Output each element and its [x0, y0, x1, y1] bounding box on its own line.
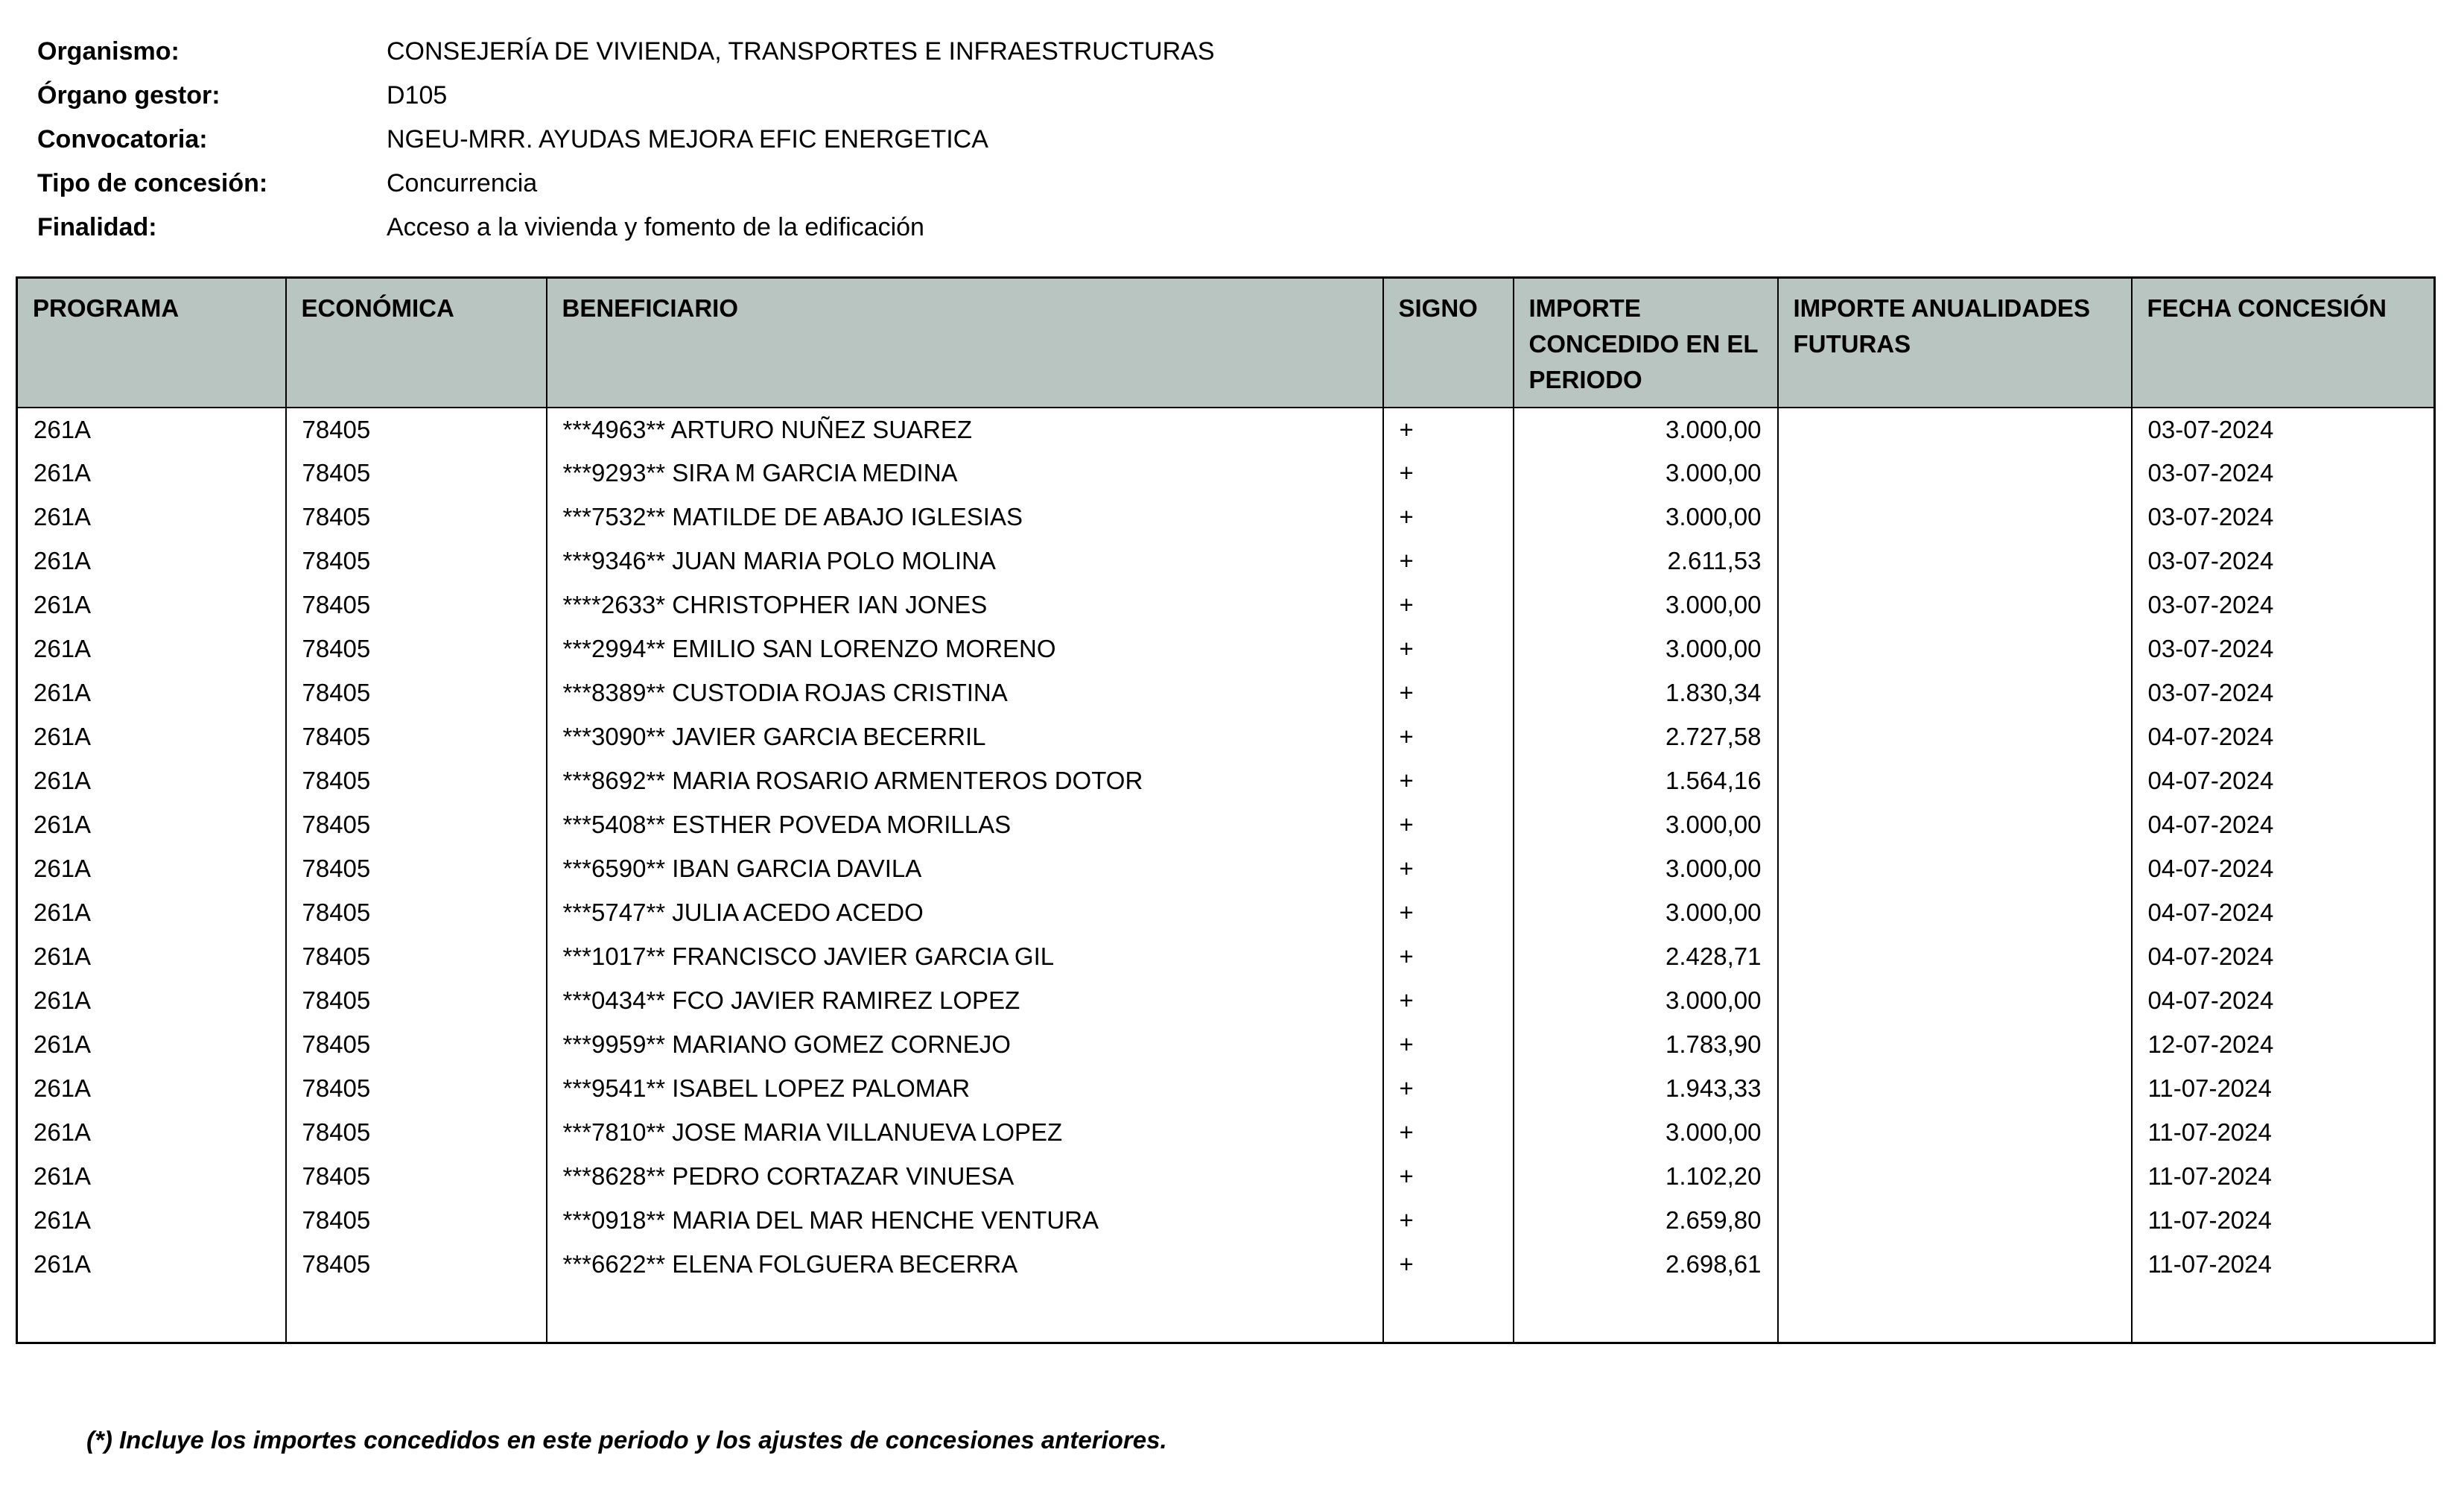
cell-economica: 78405 — [286, 1023, 547, 1067]
cell-programa: 261A — [34, 635, 92, 663]
cell-programa: 261A — [34, 679, 92, 707]
meta-label-organo-gestor: Órgano gestor: — [37, 81, 220, 110]
meta-label-finalidad: Finalidad: — [37, 213, 157, 241]
cell-anualidades — [1778, 1155, 2132, 1199]
cell-fecha: 11-07-2024 — [2132, 1067, 2435, 1111]
cell-signo: + — [1383, 759, 1514, 803]
cell-beneficiario: ***6590** IBAN GARCIA DAVILA — [547, 847, 1383, 891]
table-row — [17, 891, 2435, 935]
cell-programa: 261A — [34, 1206, 92, 1235]
cell-fecha: 04-07-2024 — [2132, 891, 2435, 935]
cell-programa: 261A — [34, 1162, 92, 1191]
table-row — [17, 1067, 2435, 1111]
filler-cell — [2132, 1287, 2435, 1343]
cell-beneficiario: ***9959** MARIANO GOMEZ CORNEJO — [547, 1023, 1383, 1067]
cell-anualidades — [1778, 1199, 2132, 1243]
cell-signo: + — [1383, 1111, 1514, 1155]
cell-anualidades — [1778, 1067, 2132, 1111]
cell-programa: 261A — [34, 811, 92, 839]
cell-importe_periodo: 1.564,16 — [1514, 759, 1778, 803]
cell-anualidades — [1778, 891, 2132, 935]
table-row — [17, 452, 2435, 495]
table-row — [17, 539, 2435, 583]
cell-beneficiario: ***9293** SIRA M GARCIA MEDINA — [547, 452, 1383, 495]
cell-anualidades — [1778, 627, 2132, 671]
meta-row-tipo-concesion — [37, 162, 2464, 206]
cell-economica: 78405 — [286, 759, 547, 803]
cell-beneficiario: ***5747** JULIA ACEDO ACEDO — [547, 891, 1383, 935]
cell-economica: 78405 — [286, 1243, 547, 1287]
cell-anualidades — [1778, 759, 2132, 803]
table-row — [17, 1111, 2435, 1155]
cell-anualidades — [1778, 1243, 2132, 1287]
cell-beneficiario: ***9541** ISABEL LOPEZ PALOMAR — [547, 1067, 1383, 1111]
meta-value-organo-gestor: D105 — [387, 81, 448, 110]
meta-value-convocatoria: NGEU-MRR. AYUDAS MEJORA EFIC ENERGETICA — [387, 125, 988, 153]
meta-label-organismo: Organismo: — [37, 37, 180, 66]
header-row — [17, 278, 2435, 408]
cell-signo: + — [1383, 627, 1514, 671]
cell-programa: 261A — [34, 459, 92, 487]
cell-fecha: 03-07-2024 — [2132, 495, 2435, 539]
cell-programa: 261A — [34, 1074, 92, 1103]
cell-beneficiario: ***8692** MARIA ROSARIO ARMENTEROS DOTOR — [547, 759, 1383, 803]
meta-row-organismo — [37, 30, 2464, 74]
filler-cell — [1514, 1287, 1778, 1343]
cell-fecha: 11-07-2024 — [2132, 1155, 2435, 1199]
cell-anualidades — [1778, 715, 2132, 759]
cell-importe_periodo: 3.000,00 — [1514, 627, 1778, 671]
cell-importe_periodo: 3.000,00 — [1514, 495, 1778, 539]
cell-signo: + — [1383, 803, 1514, 847]
table-row — [17, 759, 2435, 803]
table-row — [17, 715, 2435, 759]
column-header-signo: SIGNO — [1383, 278, 1514, 408]
cell-economica: 78405 — [286, 1199, 547, 1243]
cell-anualidades — [1778, 452, 2132, 495]
cell-anualidades — [1778, 671, 2132, 715]
cell-fecha: 04-07-2024 — [2132, 847, 2435, 891]
cell-signo: + — [1383, 671, 1514, 715]
cell-economica: 78405 — [286, 583, 547, 627]
cell-importe_periodo: 2.698,61 — [1514, 1243, 1778, 1287]
table-row — [17, 627, 2435, 671]
table-row — [17, 1155, 2435, 1199]
cell-importe_periodo: 3.000,00 — [1514, 408, 1778, 452]
cell-fecha: 11-07-2024 — [2132, 1111, 2435, 1155]
cell-importe_periodo: 3.000,00 — [1514, 979, 1778, 1023]
cell-programa: 261A — [34, 1118, 92, 1147]
cell-importe_periodo: 3.000,00 — [1514, 847, 1778, 891]
cell-fecha: 03-07-2024 — [2132, 627, 2435, 671]
filler-cell — [286, 1287, 547, 1343]
cell-economica: 78405 — [286, 627, 547, 671]
meta-row-finalidad — [37, 206, 2464, 250]
cell-fecha: 03-07-2024 — [2132, 452, 2435, 495]
cell-signo: + — [1383, 1199, 1514, 1243]
cell-importe_periodo: 3.000,00 — [1514, 583, 1778, 627]
cell-importe_periodo: 3.000,00 — [1514, 803, 1778, 847]
filler-cell — [1383, 1287, 1514, 1343]
cell-programa: 261A — [34, 503, 92, 531]
cell-fecha: 04-07-2024 — [2132, 803, 2435, 847]
cell-economica: 78405 — [286, 539, 547, 583]
cell-importe_periodo: 2.659,80 — [1514, 1199, 1778, 1243]
column-header-fecha-concesion: FECHA CONCESIÓN — [2132, 278, 2435, 408]
filler-cell — [1778, 1287, 2132, 1343]
meta-value-finalidad: Acceso a la vivienda y fomento de la edificación — [387, 213, 924, 241]
cell-economica: 78405 — [286, 979, 547, 1023]
cell-programa: 261A — [34, 723, 92, 751]
cell-anualidades — [1778, 1023, 2132, 1067]
cell-anualidades — [1778, 539, 2132, 583]
cell-economica: 78405 — [286, 891, 547, 935]
cell-beneficiario: ***0434** FCO JAVIER RAMIREZ LOPEZ — [547, 979, 1383, 1023]
cell-beneficiario: ***0918** MARIA DEL MAR HENCHE VENTURA — [547, 1199, 1383, 1243]
cell-fecha: 04-07-2024 — [2132, 979, 2435, 1023]
cell-importe_periodo: 1.783,90 — [1514, 1023, 1778, 1067]
cell-importe_periodo: 2.727,58 — [1514, 715, 1778, 759]
cell-signo: + — [1383, 847, 1514, 891]
cell-beneficiario: ***2994** EMILIO SAN LORENZO MORENO — [547, 627, 1383, 671]
cell-anualidades — [1778, 583, 2132, 627]
table-row — [17, 1199, 2435, 1243]
meta-value-tipo-concesion: Concurrencia — [387, 169, 538, 197]
cell-beneficiario: ***8628** PEDRO CORTAZAR VINUESA — [547, 1155, 1383, 1199]
table-row — [17, 1243, 2435, 1287]
cell-signo: + — [1383, 1067, 1514, 1111]
column-header-beneficiario: BENEFICIARIO — [547, 278, 1383, 408]
cell-anualidades — [1778, 408, 2132, 452]
cell-programa: 261A — [34, 415, 92, 443]
meta-row-organo-gestor — [37, 74, 2464, 118]
cell-economica: 78405 — [286, 1067, 547, 1111]
cell-economica: 78405 — [286, 495, 547, 539]
cell-signo: + — [1383, 539, 1514, 583]
cell-importe_periodo: 3.000,00 — [1514, 891, 1778, 935]
cell-economica: 78405 — [286, 671, 547, 715]
cell-economica: 78405 — [286, 803, 547, 847]
cell-signo: + — [1383, 408, 1514, 452]
cell-signo: + — [1383, 979, 1514, 1023]
cell-fecha: 04-07-2024 — [2132, 715, 2435, 759]
table-row — [17, 847, 2435, 891]
cell-fecha: 03-07-2024 — [2132, 671, 2435, 715]
table-row — [17, 803, 2435, 847]
column-header-programa: PROGRAMA — [17, 278, 286, 408]
cell-economica: 78405 — [286, 1155, 547, 1199]
filler-cell — [547, 1287, 1383, 1343]
table-row — [17, 935, 2435, 979]
cell-beneficiario: ****2633* CHRISTOPHER IAN JONES — [547, 583, 1383, 627]
grants-table-body — [17, 408, 2435, 1343]
cell-beneficiario: ***6622** ELENA FOLGUERA BECERRA — [547, 1243, 1383, 1287]
footnote: (*) Incluye los importes concedidos en este periodo y los ajustes de concesiones anteriores. — [86, 1426, 1167, 1454]
cell-beneficiario: ***7810** JOSE MARIA VILLANUEVA LOPEZ — [547, 1111, 1383, 1155]
cell-economica: 78405 — [286, 452, 547, 495]
cell-programa: 261A — [34, 942, 92, 971]
cell-economica: 78405 — [286, 1111, 547, 1155]
cell-signo: + — [1383, 715, 1514, 759]
cell-fecha: 04-07-2024 — [2132, 759, 2435, 803]
cell-signo: + — [1383, 935, 1514, 979]
cell-economica: 78405 — [286, 935, 547, 979]
meta-value-organismo: CONSEJERÍA DE VIVIENDA, TRANSPORTES E INFRAESTRUCTURAS — [387, 37, 1215, 66]
cell-anualidades — [1778, 847, 2132, 891]
cell-beneficiario: ***9346** JUAN MARIA POLO MOLINA — [547, 539, 1383, 583]
cell-anualidades — [1778, 495, 2132, 539]
meta-label-tipo-concesion: Tipo de concesión: — [37, 169, 268, 197]
column-header-importe-periodo: IMPORTE CONCEDIDO EN EL PERIODO — [1514, 278, 1778, 408]
cell-programa: 261A — [34, 547, 92, 575]
cell-economica: 78405 — [286, 847, 547, 891]
cell-programa: 261A — [34, 767, 92, 795]
column-header-anualidades: IMPORTE ANUALIDADES FUTURAS — [1778, 278, 2132, 408]
cell-signo: + — [1383, 891, 1514, 935]
cell-importe_periodo: 1.102,20 — [1514, 1155, 1778, 1199]
cell-economica: 78405 — [286, 715, 547, 759]
cell-fecha: 11-07-2024 — [2132, 1199, 2435, 1243]
table-filler-row — [17, 1287, 2435, 1343]
cell-importe_periodo: 3.000,00 — [1514, 452, 1778, 495]
table-row — [17, 1023, 2435, 1067]
cell-programa: 261A — [34, 986, 92, 1015]
cell-programa: 261A — [34, 591, 92, 619]
cell-programa: 261A — [34, 1250, 92, 1279]
cell-anualidades — [1778, 1111, 2132, 1155]
cell-signo: + — [1383, 1023, 1514, 1067]
meta-block — [37, 30, 2464, 250]
cell-importe_periodo: 1.830,34 — [1514, 671, 1778, 715]
cell-importe_periodo: 2.611,53 — [1514, 539, 1778, 583]
grants-table — [16, 276, 2436, 1344]
table-row — [17, 495, 2435, 539]
cell-fecha: 03-07-2024 — [2132, 539, 2435, 583]
cell-beneficiario: ***8389** CUSTODIA ROJAS CRISTINA — [547, 671, 1383, 715]
table-row — [17, 408, 2435, 452]
cell-anualidades — [1778, 979, 2132, 1023]
cell-programa: 261A — [34, 899, 92, 927]
cell-beneficiario: ***3090** JAVIER GARCIA BECERRIL — [547, 715, 1383, 759]
table-row — [17, 583, 2435, 627]
cell-importe_periodo: 1.943,33 — [1514, 1067, 1778, 1111]
cell-beneficiario: ***1017** FRANCISCO JAVIER GARCIA GIL — [547, 935, 1383, 979]
cell-beneficiario: ***7532** MATILDE DE ABAJO IGLESIAS — [547, 495, 1383, 539]
meta-label-convocatoria: Convocatoria: — [37, 125, 208, 153]
cell-importe_periodo: 3.000,00 — [1514, 1111, 1778, 1155]
cell-fecha: 12-07-2024 — [2132, 1023, 2435, 1067]
column-header-economica: ECONÓMICA — [286, 278, 547, 408]
cell-signo: + — [1383, 452, 1514, 495]
meta-row-convocatoria — [37, 118, 2464, 162]
table-row — [17, 979, 2435, 1023]
cell-importe_periodo: 2.428,71 — [1514, 935, 1778, 979]
cell-fecha: 04-07-2024 — [2132, 935, 2435, 979]
cell-fecha: 03-07-2024 — [2132, 583, 2435, 627]
cell-fecha: 11-07-2024 — [2132, 1243, 2435, 1287]
cell-signo: + — [1383, 583, 1514, 627]
grants-table-header — [17, 278, 2435, 408]
filler-cell — [17, 1287, 286, 1343]
cell-anualidades — [1778, 803, 2132, 847]
cell-economica: 78405 — [286, 408, 547, 452]
cell-anualidades — [1778, 935, 2132, 979]
cell-signo: + — [1383, 495, 1514, 539]
cell-programa: 261A — [34, 1030, 92, 1059]
cell-fecha: 03-07-2024 — [2132, 408, 2435, 452]
cell-signo: + — [1383, 1243, 1514, 1287]
cell-signo: + — [1383, 1155, 1514, 1199]
cell-beneficiario: ***4963** ARTURO NUÑEZ SUAREZ — [547, 408, 1383, 452]
table-row — [17, 671, 2435, 715]
cell-beneficiario: ***5408** ESTHER POVEDA MORILLAS — [547, 803, 1383, 847]
cell-programa: 261A — [34, 855, 92, 883]
